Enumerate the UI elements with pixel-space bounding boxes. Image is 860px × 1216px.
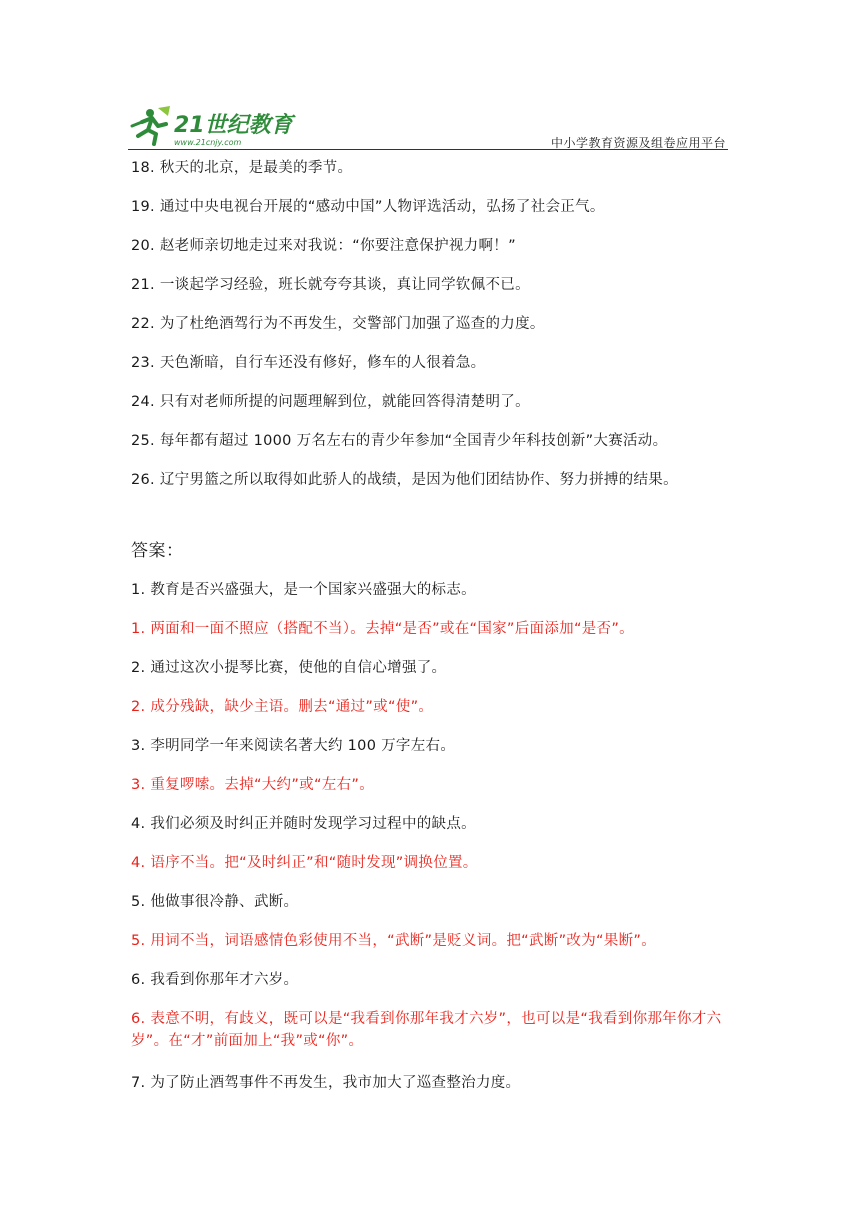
answer-explanation: 1. 两面和一面不照应（搭配不当）。去掉“是否”或在“国家”后面添加“是否”。	[131, 621, 634, 637]
answer-sentence: 2. 通过这次小提琴比赛，使他的自信心增强了。	[131, 660, 447, 676]
tagline: 中小学教育资源及组卷应用平台	[550, 136, 726, 150]
answer-sentence: 4. 我们必须及时纠正并随时发现学习过程中的缺点。	[131, 816, 476, 832]
page-header	[128, 104, 728, 152]
answer-sentence: 5. 他做事很冷静、武断。	[131, 894, 299, 910]
answer-sentence: 7. 为了防止酒驾事件不再发生，我市加大了巡查整治力度。	[131, 1075, 521, 1091]
question-item: 18. 秋天的北京，是最美的季节。	[131, 160, 353, 176]
question-item: 22. 为了杜绝酒驾行为不再发生，交警部门加强了巡查的力度。	[131, 316, 545, 332]
answer-sentence: 3. 李明同学一年来阅读名著大约 100 万字左右。	[131, 738, 456, 754]
header-divider	[128, 149, 728, 150]
question-item: 26. 辽宁男篮之所以取得如此骄人的战绩，是因为他们团结协作、努力拼搏的结果。	[131, 472, 678, 488]
answer-explanation: 6. 表意不明，有歧义，既可以是“我看到你那年我才六岁”，也可以是“我看到你那年你才六岁”。在“才”前面加上“我”或“你”。	[131, 1011, 722, 1049]
question-item: 24. 只有对老师所提的问题理解到位，就能回答得清楚明了。	[131, 394, 530, 410]
runner-icon	[132, 106, 170, 144]
answer-explanation: 5. 用词不当，词语感情色彩使用不当，“武断”是贬义词。把“武断”改为“果断”。	[131, 933, 657, 949]
logo-url: www.21cnjy.com	[174, 138, 242, 147]
answer-explanation: 2. 成分残缺，缺少主语。删去“通过”或“使”。	[131, 699, 434, 715]
answer-explanation: 3. 重复啰嗦。去掉“大约”或“左右”。	[131, 777, 374, 793]
answer-sentence: 6. 我看到你那年才六岁。	[131, 972, 299, 988]
logo-text: 21世纪教育	[174, 113, 293, 138]
question-item: 23. 天色渐暗，自行车还没有修好，修车的人很着急。	[131, 355, 486, 371]
answer-sentence: 1. 教育是否兴盛强大，是一个国家兴盛强大的标志。	[131, 582, 476, 598]
question-item: 19. 通过中央电视台开展的“感动中国”人物评选活动，弘扬了社会正气。	[131, 199, 605, 215]
logo	[128, 104, 298, 150]
question-item: 21. 一谈起学习经验，班长就夸夸其谈，真让同学钦佩不已。	[131, 277, 530, 293]
answer-explanation: 4. 语序不当。把“及时纠正”和“随时发现”调换位置。	[131, 855, 478, 871]
question-item: 25. 每年都有超过 1000 万名左右的青少年参加“全国青少年科技创新”大赛活动。	[131, 433, 668, 449]
question-item: 20. 赵老师亲切地走过来对我说：“你要注意保护视力啊！”	[131, 238, 516, 254]
answer-heading: 答案：	[131, 541, 184, 561]
